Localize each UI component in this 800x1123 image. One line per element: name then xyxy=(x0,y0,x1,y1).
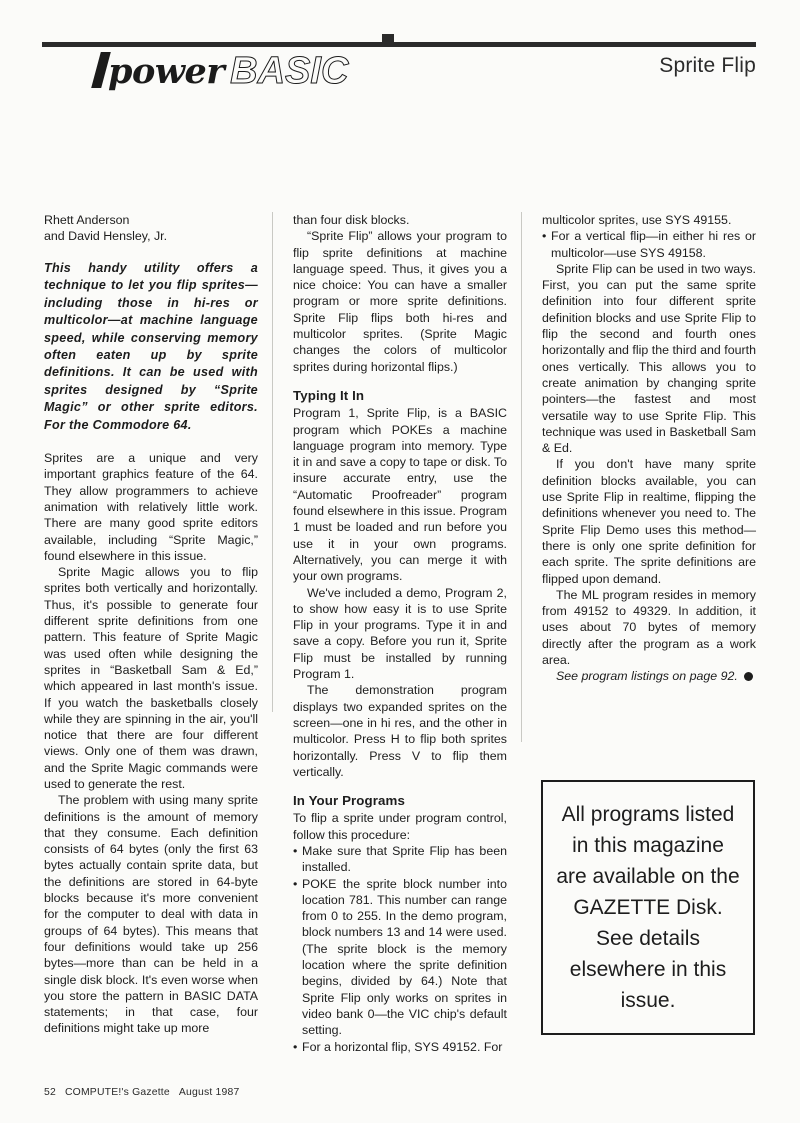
byline xyxy=(44,212,258,244)
paragraph: If you don't have many sprite definition blocks available, you can use Sprite Flip in realtime, flipping the definitions whenever you need to. The Sprite Flip Demo uses this method—there is only one sprite definition for each sprite. The sprite definitions are flipped upon demand. xyxy=(542,457,756,586)
paragraph: Sprite Flip can be used in two ways. First, you can put the same sprite definition into four different sprite definition blocks and use Sprite Flip to flip the second and fourth ones horizontally and flip the third and fourth ones vertically. This allows you to create animation by changing sprite pointers—the fastest and most versatile way to use Sprite Flip. This technique was used in Basketball Sam & Ed. xyxy=(542,261,756,456)
page-footer xyxy=(44,1087,239,1098)
bullet-item: • Make sure that Sprite Flip has been installed. xyxy=(293,843,507,876)
bullet-item: • For a horizontal flip, SYS 49152. For xyxy=(293,1039,507,1055)
paragraph: The problem with using many sprite definitions is the amount of memory that they consume. Each definition consists of 64 bytes (only the first 63 bytes actually contain sprite data, but the definitions are stored in 64-byte blocks because it's more convenient for the computer to deal with data in groups of 64 bytes). This means that four definitions would take up 256 bytes—more than can be held in a single disk block. It's even worse when you store the pattern in BASIC DATA statements; in that case, four definitions might take up more xyxy=(44,793,258,1036)
paragraph-continued: than four disk blocks. xyxy=(293,213,410,227)
program-listing-note xyxy=(542,668,756,684)
footer-page-number: 52 xyxy=(44,1087,56,1098)
article-column-1 xyxy=(44,212,258,1037)
column-divider-1 xyxy=(272,212,273,712)
paragraph: The demonstration program displays two expanded sprites on the screen—one in hi res, and the other in multicolor. Press H to flip both sprites horizontally. Press V to flip them vertically. xyxy=(293,683,507,779)
paragraph: Sprites are a unique and very important graphics feature of the 64. They allow programmers to achieve animation with relatively little work. There are many good sprite editors available, including “Sprite Magic,” found elsewhere in this issue. xyxy=(44,451,258,563)
column-divider-2 xyxy=(521,212,522,742)
header-rule xyxy=(42,42,756,47)
power-basic-logo xyxy=(108,50,348,93)
section-heading-in-your-programs: In Your Programs xyxy=(293,793,405,809)
paragraph: Program 1, Sprite Flip, is a BASIC program which POKEs a machine language program into memory. Type it in and save a copy to tape or disk. To insure accurate entry, use the “Automatic Proofreader” program found elsewhere in this issue. Program 1 must be loaded and run before you use it in your own programs. Alternatively, you can merge it with your own programs. xyxy=(293,406,507,584)
end-mark-icon xyxy=(744,672,753,681)
program-listing-note-text: See program listings on page 92. xyxy=(556,669,738,684)
article-lead-paragraph: This handy utility offers a technique to let you flip sprites—including those in hi-res or multicolor—at machine language speed, while conserving memory often eaten up by sprite definitions. It can be used with sprites designed by “Sprite Magic” or other sprite editors. For the Commodore 64. xyxy=(44,261,258,432)
paragraph: The ML program resides in memory from 49152 to 49329. In addition, it uses about 70 bytes of memory directly after the program as a work area. xyxy=(542,587,756,668)
logo-power-text: power xyxy=(108,51,225,92)
paragraph-continued: multicolor sprites, use SYS 49155. xyxy=(542,213,732,227)
article-column-2 xyxy=(293,212,507,1055)
gazette-disk-promo-box xyxy=(541,780,755,1035)
byline-author-2: and David Hensley, Jr. xyxy=(44,229,168,243)
section-heading-typing-it-in: Typing It In xyxy=(293,387,365,403)
bullet-item: • POKE the sprite block number into location 781. This number can range from 0 to 255. In the demo program, block numbers 13 and 14 were used. (The sprite block is the memory location where the sprite definition begins, divided by 64.) Note that Sprite Flip only works on sprites in video bank 0—the VIC chip's default setting. xyxy=(293,876,507,1039)
paragraph: “Sprite Flip” allows your program to flip sprite definitions at machine language speed. Thus, it gives you a nice choice: You can have a smaller program or more sprite definitions. Sprite Flip flips both hi-res and multicolor sprites. (Sprite Magic changes the colors of multicolor sprites during horizontal flips.) xyxy=(293,229,507,374)
byline-author-1: Rhett Anderson xyxy=(44,213,130,227)
footer-issue-date: August 1987 xyxy=(178,1087,240,1098)
page-title: Sprite Flip xyxy=(659,54,756,77)
promo-text: All programs listed in this magazine are available on the GAZETTE Disk. See details elsewhere in this issue. xyxy=(556,803,740,1012)
logo-basic-text: BASIC xyxy=(230,50,349,92)
paragraph: Sprite Magic allows you to flip sprites both vertically and horizontally. Thus, it's possible to generate four different sprite definitions from one pattern. This feature of Sprite Magic was used often while designing the sprites in “Basketball Sam & Ed,” which appeared in last month's issue. If you watch the basketballs closely while they are spinning in the air, you'll notice that there are four different views. Only one of them was drawn, and the Sprite Magic commands were used to generate the rest. xyxy=(44,565,258,791)
article-column-3 xyxy=(542,212,756,685)
paragraph: We've included a demo, Program 2, to show how easy it is to use Sprite Flip in your programs. Type it in and save a copy. Before you run it, Sprite Flip must be installed by running Program 1. xyxy=(293,585,507,682)
bullet-item: • For a vertical flip—in either hi res or multicolor—use SYS 49158. xyxy=(542,228,756,261)
paragraph: To flip a sprite under program control, follow this procedure: xyxy=(293,811,507,842)
footer-magazine-name: COMPUTE!'s Gazette xyxy=(64,1087,170,1098)
